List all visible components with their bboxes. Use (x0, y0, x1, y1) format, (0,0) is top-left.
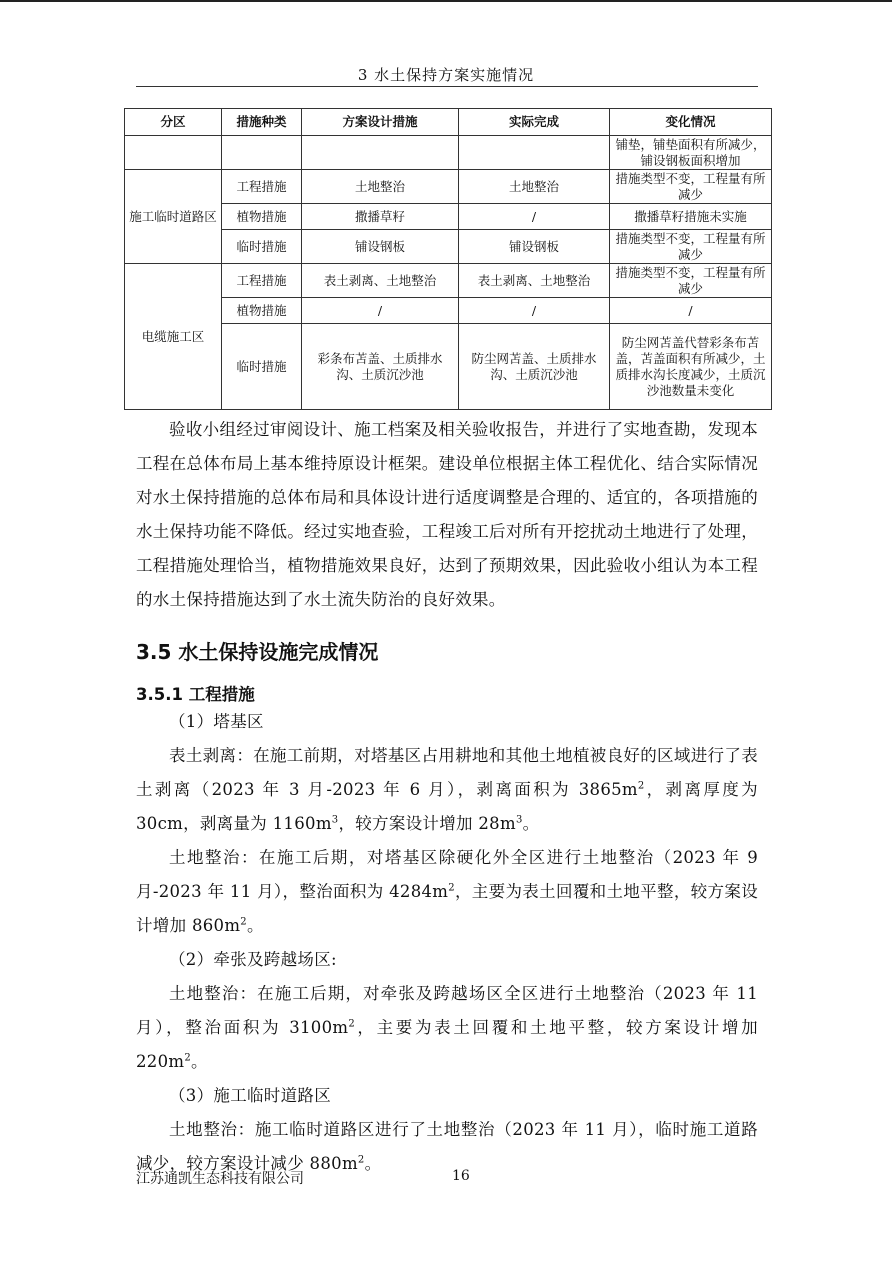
text-run: 土地整治：在施工后期，对塔基区除硬化外全区进行土地整治（2023 年 9 月-2023 年 11 月），整治面积为 4284m (136, 848, 758, 901)
superscript: 2 (637, 780, 645, 792)
table-row (125, 204, 772, 230)
superscript: 3 (331, 814, 339, 826)
table-cell: / (459, 204, 610, 230)
text-run: ，剥离厚度为 30cm，剥离量为 1160m (136, 780, 758, 833)
table-cell: 工程措施 (222, 170, 302, 204)
table-cell (459, 136, 610, 170)
table-cell: 表土剥离、土地整治 (459, 264, 610, 298)
superscript: 2 (348, 1018, 356, 1030)
table-cell: 彩条布苫盖、土质排水沟、土质沉沙池 (302, 324, 459, 410)
measures-body (136, 705, 758, 1181)
table-cell (222, 136, 302, 170)
section-heading: 3.5 水土保持设施完成情况 (136, 640, 379, 664)
table-row (125, 298, 772, 324)
column-header: 措施种类 (222, 109, 302, 136)
page-number: 16 (452, 1168, 470, 1184)
table-cell: 措施类型不变，工程量有所减少 (610, 264, 772, 298)
table-cell: 铺设钢板 (459, 230, 610, 264)
summary-block (136, 413, 758, 617)
column-header: 分区 (125, 109, 222, 136)
table-cell: 植物措施 (222, 298, 302, 324)
table-header-row (125, 109, 772, 136)
table-cell: 防尘网苫盖代替彩条布苫盖，苫盖面积有所减少，土质排水沟长度减少，土质沉沙池数量未变化 (610, 324, 772, 410)
tower-strip-paragraph (136, 739, 758, 841)
table-cell (125, 136, 222, 170)
superscript: 2 (357, 1154, 365, 1166)
tower-grade-paragraph (136, 841, 758, 943)
header-rule (136, 86, 758, 87)
road-zone-heading: （3）施工临时道路区 (169, 1086, 331, 1105)
summary-paragraph: 验收小组经过审阅设计、施工档案及相关验收报告，并进行了实地查勘，发现本工程在总体布局上基本维持原设计框架。建设单位根据主体工程优化、结合实际情况对水土保持措施的总体布局和具体设计进行适度调整是合理的、适宜的，各项措施的水土保持功能不降低。经过实地查验，工程竣工后对所有开挖扰动土地进行了处理，工程措施处理恰当，植物措施效果良好，达到了预期效果，因此验收小组认为本工程的水土保持措施达到了水土流失防治的良好效果。 (136, 420, 758, 609)
tension-grade-paragraph (136, 977, 758, 1079)
running-header: 3 水土保持方案实施情况 (357, 66, 535, 84)
table-cell: 撒播草籽措施未实施 (610, 204, 772, 230)
table-row (125, 264, 772, 298)
table-cell: / (302, 298, 459, 324)
text-run: 土地整治：施工临时道路区进行了土地整治（2023 年 11 月），临时施工道路减少，较方案设计减少 880m (136, 1120, 758, 1173)
text-run: ，较方案设计增加 28m (338, 814, 516, 833)
page-top-border (0, 0, 892, 2)
table-cell: 土地整治 (302, 170, 459, 204)
table-cell: 措施类型不变，工程量有所减少 (610, 170, 772, 204)
table-cell: / (610, 298, 772, 324)
text-run: 表土剥离：在施工前期，对塔基区占用耕地和其他土地植被良好的区域进行了表土剥离（2023 年 3 月-2023 年 6 月），剥离面积为 3865m (136, 746, 758, 799)
measures-comparison-table (124, 108, 772, 410)
table-cell: 表土剥离、土地整治 (302, 264, 459, 298)
column-header: 方案设计措施 (302, 109, 459, 136)
table-cell: 铺垫，铺垫面积有所减少，铺设钢板面积增加 (610, 136, 772, 170)
zone-cell: 电缆施工区 (125, 264, 222, 410)
text-run: 。 (522, 814, 540, 833)
text-run: ，主要为表土回覆和土地平整，较方案设计增加 220m (136, 1018, 758, 1071)
superscript: 2 (448, 882, 455, 894)
text-run: 。 (246, 916, 264, 935)
table-cell (302, 136, 459, 170)
footer-company: 江苏通凯生态科技有限公司 (136, 1171, 304, 1187)
table-cell: 土地整治 (459, 170, 610, 204)
table-cell: 撒播草籽 (302, 204, 459, 230)
table-cell: / (459, 298, 610, 324)
tower-zone-heading: （1）塔基区 (169, 712, 264, 731)
superscript: 3 (515, 814, 523, 826)
column-header: 变化情况 (610, 109, 772, 136)
table-cell: 临时措施 (222, 230, 302, 264)
superscript: 2 (240, 916, 247, 928)
table-row (125, 136, 772, 170)
table-cell: 工程措施 (222, 264, 302, 298)
table-cell: 临时措施 (222, 324, 302, 410)
zone-cell: 施工临时道路区 (125, 170, 222, 264)
text-run: ，主要为表土回覆和土地平整，较方案设计增加 860m (136, 882, 758, 935)
superscript: 2 (184, 1052, 192, 1064)
table-row (125, 324, 772, 410)
table-cell: 植物措施 (222, 204, 302, 230)
subsection-heading: 3.5.1 工程措施 (136, 685, 255, 704)
text-run: 。 (364, 1154, 382, 1173)
table-row (125, 170, 772, 204)
tension-zone-heading: （2）牵张及跨越场区: (169, 950, 337, 969)
column-header: 实际完成 (459, 109, 610, 136)
table-row (125, 230, 772, 264)
table-cell: 措施类型不变，工程量有所减少 (610, 230, 772, 264)
text-run: 。 (191, 1052, 208, 1071)
text-run: 土地整治：在施工后期，对牵张及跨越场区全区进行土地整治（2023 年 11 月），整治面积为 3100m (136, 984, 758, 1037)
table-cell: 防尘网苫盖、土质排水沟、土质沉沙池 (459, 324, 610, 410)
table-cell: 铺设钢板 (302, 230, 459, 264)
